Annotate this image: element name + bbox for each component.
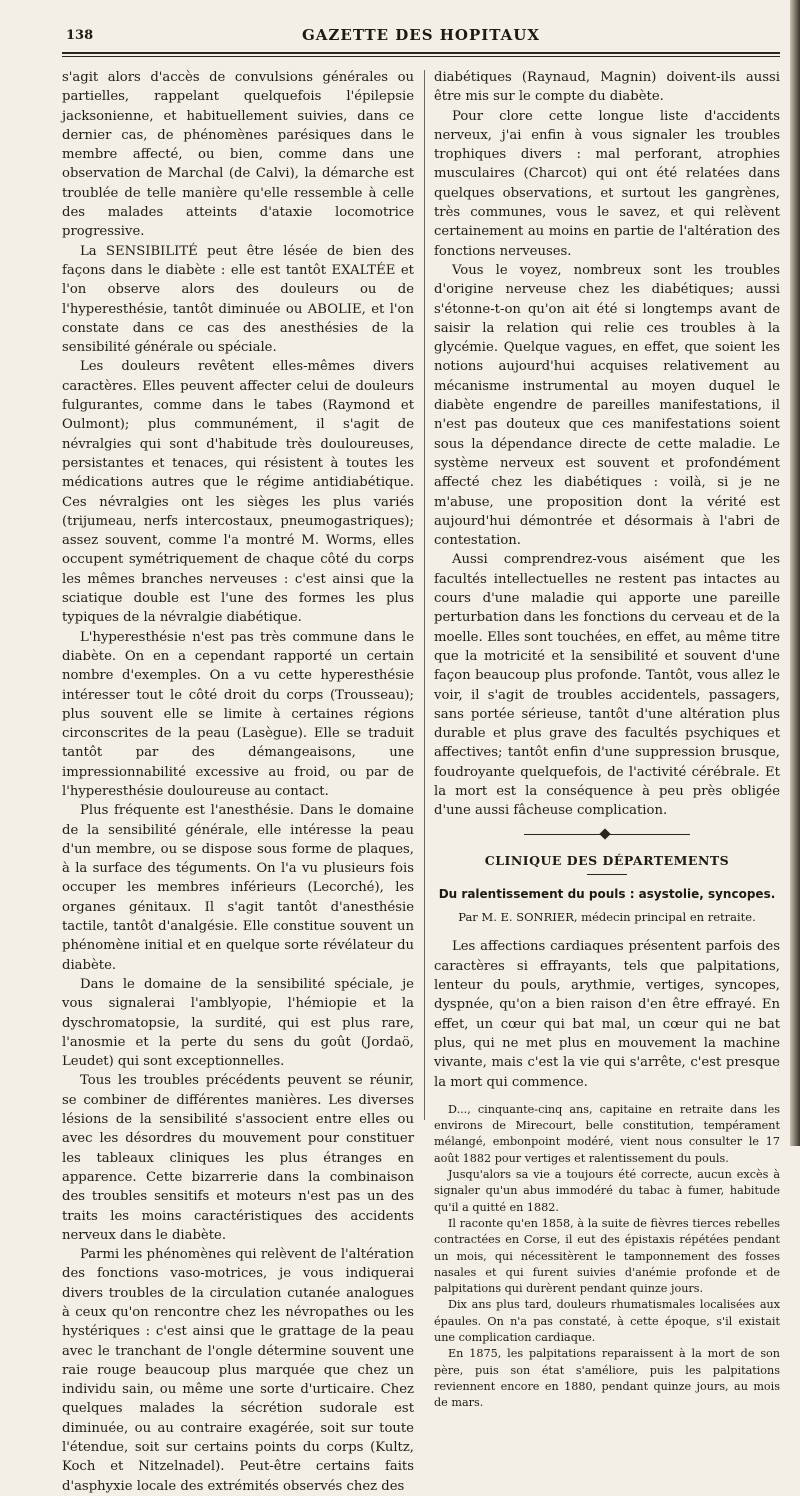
paragraph: L'hyperesthésie n'est pas très commune dans le diabète. On en a cependant rapporté un certain nombre d'exemples. On a vu cette hyperesthésie intéresser tout le côté droit du corps (Trousseau); plus souvent elle se limite à certaines régions circonscrites de la peau (Lasègue). Elle se traduit tantôt par des démangeaisons, une impressionnabilité excessive au froid, ou par de l'hyperesthésie douloureuse au contact.	[62, 629, 414, 799]
paragraph: diabétiques (Raynaud, Magnin) doivent-ils aussi être mis sur le compte du diabète.	[434, 70, 780, 105]
spacer	[434, 1092, 780, 1102]
paragraph: Pour clore cette longue liste d'accidents nerveux, j'ai enfin à vous signaler les troubles trophiques divers : mal perforant, atrophies musculaires (Charcot) qui ont été relatées dans quelques observations, et surtout les gangrènes, très communes, vous le savez, et qui relèvent certainement au moins en partie de l'altération des fonctions nerveuses.	[434, 108, 780, 259]
paragraph: Plus fréquente est l'anesthésie. Dans le domaine de la sensibilité générale, elle intéresse la peau d'un membre, ou se dispose sous forme de plaques, à la surface des téguments. On l'a vu plusieurs fois occuper les membres inférieurs (Lecorché), les organes génitaux. Il s'agit tantôt d'anesthésie tactile, tantôt d'analgésie. Elle constitue souvent un phénomène initial et en quelque sorte révélateur du diabète.	[62, 803, 414, 973]
paragraph: s'agit alors d'accès de convulsions générales ou partielles, rappelant quelquefois l'épilepsie jacksonienne, et habituellement suivies, dans ce dernier cas, de phénomènes parésiques dans le membre affecté, ou bien, comme dans une observation de Marchal (de Calvi), la démarche est troublée de telle manière qu'elle ressemble à celle des malades atteints d'ataxie locomotrice progressive.	[62, 70, 414, 240]
paragraph: Tous les troubles précédents peuvent se réunir, se combiner de différentes manières. Les diverses lésions de la sensibilité s'associent entre elles ou avec les désordres du mouvement pour constituer les tableaux cliniques les plus étranges en apparence. Cette bizarrerie dans la combinaison des troubles sensitifs et moteurs n'est pas un des traits les moins caractéristiques des accidents nerveux dans le diabète.	[62, 1073, 414, 1243]
paragraph: Vous le voyez, nombreux sont les troubles d'origine nerveuse chez les diabétiques; aussi s'étonne-t-on qu'on ait été si longtemps avant de saisir la relation qui relie ces troubles à la glycémie. Quelque vagues, en effet, que soient les notions aujourd'hui acquises relativement au mécanisme instrumental au moyen duquel le diabète engendre de pareilles manifestations, il n'est pas douteux que ces manifestations soient sous la dépendance directe de cette maladie. Le système nerveux est souvent et profondément affecté chez les diabétiques : voilà, si je ne m'abuse, une proposition dont la vérité est aujourd'hui démontrée et désormais à l'abri de contestation.	[434, 262, 780, 549]
left-column	[62, 68, 414, 1496]
separator-diamond-icon	[599, 828, 610, 839]
paragraph: Les affections cardiaques présentent parfois des caractères si effrayants, tels que palpitations, lenteur du pouls, arythmie, vertiges, syncopes, dyspnée, qu'on a bien raison d'en être effrayé. En effet, un cœur qui bat mal, un cœur qui ne bat plus, qui ne met plus en mouvement la machine vivante, mais c'est la vie qui s'arrête, c'est presque la mort qui commence.	[434, 939, 780, 1090]
paragraph: Parmi les phénomènes qui relèvent de l'altération des fonctions vaso-motrices, je vous indiquerai divers troubles de la circulation cutanée analogues à ceux qu'on rencontre chez les névropathes ou les hystériques : c'est ainsi que le grattage de la peau avec le tranchant de l'ongle détermine souvent une raie rouge beaucoup plus marquée que chez un individu sain, ou même une sorte d'urticaire. Chez quelques malades la sécrétion sudorale est diminuée, ou au contraire exagérée, soit sur toute l'étendue, soit sur certains points du corps (Kultz, Koch et Nitzelnadel). Peut-être certains faits d'asphyxie locale des extrémités observés chez des	[62, 1247, 414, 1494]
page-number: 138	[66, 28, 94, 43]
section-title: CLINIQUE DES DÉPARTEMENTS	[484, 852, 730, 868]
right-column	[434, 68, 780, 1411]
page-header	[62, 26, 780, 48]
paragraph: La SENSIBILITÉ peut être lésée de bien des façons dans le diabète : elle est tantôt EXALTÉE et l'on observe alors des douleurs ou de l'hyperesthésie, tantôt diminuée ou ABOLIE, et l'on constate dans ce cas des anesthésies de la sensibilité générale ou spéciale.	[62, 243, 414, 356]
header-rule-thick	[62, 52, 780, 54]
case-paragraph: Il raconte qu'en 1858, à la suite de fièvres tierces rebelles contractées en Corse, il eut des épistaxis répétées pendant un mois, qui nécessitèrent le tamponnement des fosses nasales et qui furent suivies d'anémie profonde et de palpitations qui durèrent pendant quinze jours.	[434, 1216, 780, 1296]
header-rule-thin	[62, 56, 780, 57]
column-divider	[424, 70, 425, 1120]
case-paragraph: D..., cinquante-cinq ans, capitaine en retraite dans les environs de Mirecourt, belle constitution, tempérament mélangé, embonpoint modéré, vient nous consulter le 17 août 1882 pour vertiges et ralentissement du pouls.	[434, 1102, 780, 1165]
case-paragraph: Dix ans plus tard, douleurs rhumatismales localisées aux épaules. On n'a pas constaté, à cette époque, s'il existait une complication cardiaque.	[434, 1298, 780, 1344]
paragraph: Dans le domaine de la sensibilité spéciale, je vous signalerai l'amblyopie, l'hémiopie et la dyschromatopsie, la surdité, qui est plus rare, l'anosmie et la perte du sens du goût (Jordaö, Leudet) qui sont exceptionnelles.	[62, 976, 414, 1070]
article-title: Du ralentissement du pouls : asystolie, syncopes.	[438, 886, 776, 901]
section-separator	[434, 825, 780, 845]
article-byline: Par M. E. SONRIER, médecin principal en retraite.	[458, 910, 756, 925]
paragraph: Aussi comprendrez-vous aisément que les facultés intellectuelles ne restent pas intactes au cours d'une maladie qui apporte une pareille perturbation dans les fonctions du cerveau et de la moelle. Elles sont touchées, en effet, au même titre que la motricité et la sensibilité et souvent d'une façon beaucoup plus profonde. Tantôt, vous allez le voir, il s'agit de troubles accidentels, passagers, sans portée sérieuse, tantôt d'une altération plus durable et plus grave des facultés psychiques et affectives; tantôt enfin d'une suppression brusque, foudroyante quelquefois, de l'activité cérébrale. Et la mort est la conséquence à peu près obligée d'une aussi fâcheuse complication.	[434, 552, 780, 819]
section-rule	[587, 874, 627, 875]
page-edge-shadow	[790, 0, 800, 1146]
journal-title: GAZETTE DES HOPITAUX	[301, 26, 540, 44]
case-paragraph: En 1875, les palpitations reparaissent à la mort de son père, puis son état s'améliore, puis les palpitations reviennent encore en 1880, pendant quinze jours, au mois de mars.	[434, 1347, 780, 1410]
paragraph: Les douleurs revêtent elles-mêmes divers caractères. Elles peuvent affecter celui de douleurs fulgurantes, comme dans le tabes (Raymond et Oulmont); plus communément, il s'agit de névralgies qui sont d'habitude très douloureuses, persistantes et tenaces, qui résistent à toutes les médications autres que le régime antidiabétique. Ces névralgies ont les sièges les plus variés (trijumeau, nerfs intercostaux, pneumogastriques); assez souvent, comme l'a montré M. Worms, elles occupent symétriquement de chaque côté du corps les mêmes branches nerveuses : c'est ainsi que la sciatique double est l'une des formes les plus typiques de la névralgie diabétique.	[62, 359, 414, 626]
case-paragraph: Jusqu'alors sa vie a toujours été correcte, aucun excès à signaler qu'un abus immodéré du tabac à fumer, habitude qu'il a quitté en 1882.	[434, 1168, 780, 1214]
